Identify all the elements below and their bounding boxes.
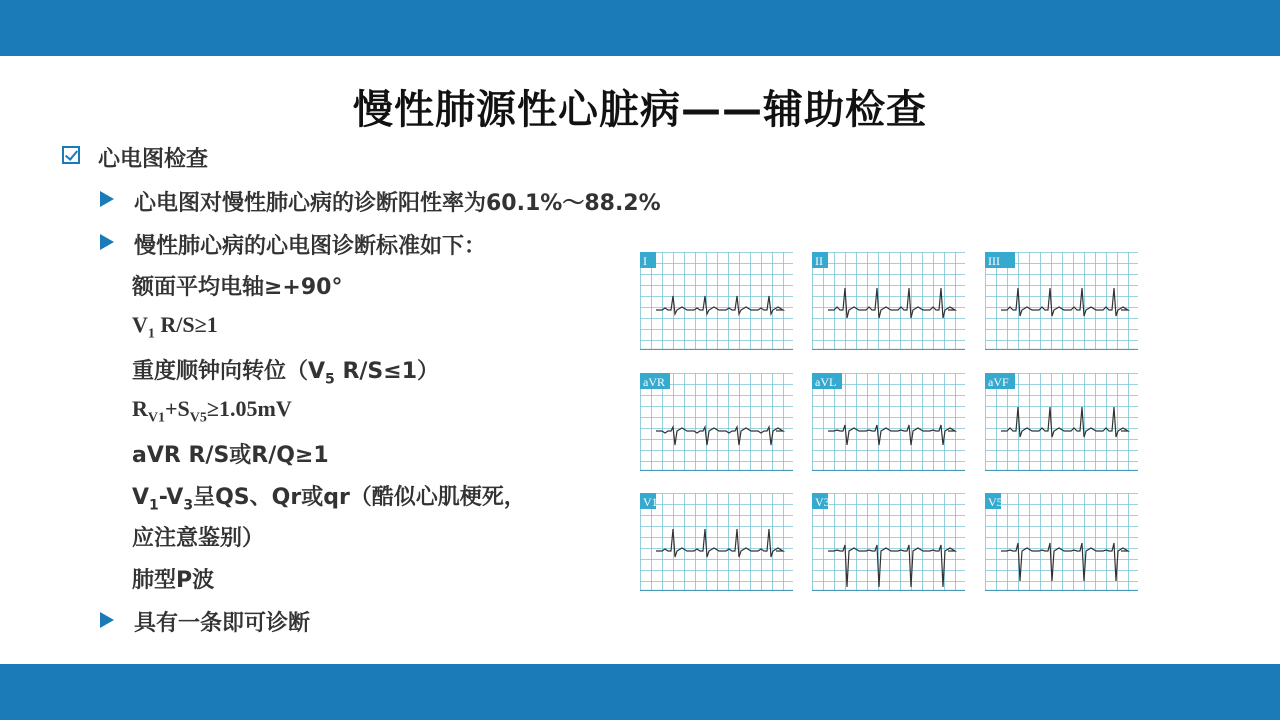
ecg-trace — [828, 545, 955, 587]
criterion-p-pulmonale: 肺型P波 — [132, 568, 215, 593]
ecg-lead-i — [640, 252, 793, 350]
ecg-trace — [828, 288, 955, 318]
ecg-lead-ii — [812, 252, 965, 350]
criterion-text: -V — [158, 485, 184, 510]
ecg-trace — [828, 425, 955, 445]
ecg-trace — [1001, 288, 1128, 316]
ecg-lead-v5 — [985, 493, 1138, 591]
ecg-lead-label: V3 — [815, 495, 830, 509]
ecg-lead-iii — [985, 252, 1138, 350]
criterion-text: 重度顺钟向转位（V — [132, 359, 326, 384]
arrow-bullet-icon — [100, 612, 114, 628]
criterion-text: V — [132, 485, 150, 510]
criterion-sub: 3 — [183, 497, 194, 514]
ecg-trace — [656, 296, 783, 314]
ecg-lead-label: V1 — [643, 495, 658, 509]
ecg-lead-avf — [985, 373, 1138, 471]
criterion-text: ≥1.05mV — [206, 396, 292, 421]
criterion-qs-cont: 应注意鉴别） — [132, 526, 265, 551]
bullet-positive-rate: 心电图对慢性肺心病的诊断阳性率为60.1%～88.2% — [134, 191, 661, 216]
ecg-lead-v3 — [812, 493, 965, 591]
criterion-sub: 1 — [147, 326, 155, 342]
ecg-trace — [1001, 407, 1128, 437]
bullet-criteria-intro: 慢性肺心病的心电图诊断标准如下： — [134, 234, 487, 259]
criterion-text: R — [132, 396, 148, 421]
ecg-lead-label: V5 — [988, 495, 1003, 509]
section-heading: 心电图检查 — [98, 147, 209, 172]
criterion-sub: V5 — [189, 410, 207, 426]
bullet-diagnosis-rule: 具有一条即可诊断 — [134, 611, 311, 636]
ecg-lead-label: aVR — [643, 375, 665, 389]
criterion-sub: 1 — [149, 497, 159, 514]
checkbox-icon — [62, 146, 80, 164]
ecg-lead-label: I — [643, 254, 647, 268]
ecg-lead-avl — [812, 373, 965, 471]
top-banner — [0, 0, 1280, 56]
ecg-lead-v1 — [640, 493, 793, 591]
criterion-avr: aVR R/S或R/Q≥1 — [132, 443, 329, 468]
criterion-v1-rs — [132, 312, 218, 342]
criterion-text: 呈QS、Qr或qr（酷似心肌梗死， — [193, 485, 526, 510]
ecg-lead-label: aVL — [815, 375, 837, 389]
criterion-qs — [132, 480, 526, 513]
criterion-text: V — [132, 312, 148, 337]
criterion-axis: 额面平均电轴≥+90° — [132, 275, 343, 300]
criterion-sub: 5 — [325, 371, 335, 388]
ecg-lead-label: III — [988, 254, 1000, 268]
arrow-bullet-icon — [100, 234, 114, 250]
slide-title: 慢性肺源性心脏病——辅助检查 — [353, 87, 927, 133]
criterion-sub: V1 — [147, 410, 166, 426]
ecg-trace — [656, 427, 783, 445]
criterion-text: R/S≥1 — [154, 312, 218, 337]
criterion-text: +S — [165, 396, 190, 421]
criterion-voltage — [132, 396, 292, 426]
arrow-bullet-icon — [100, 191, 114, 207]
ecg-lead-label: II — [815, 254, 823, 268]
ecg-trace — [656, 529, 783, 557]
bottom-banner — [0, 664, 1280, 720]
criterion-clockwise — [132, 354, 439, 387]
criterion-text: R/S≤1） — [334, 359, 440, 384]
ecg-lead-label: aVF — [988, 375, 1009, 389]
ecg-lead-avr — [640, 373, 793, 471]
